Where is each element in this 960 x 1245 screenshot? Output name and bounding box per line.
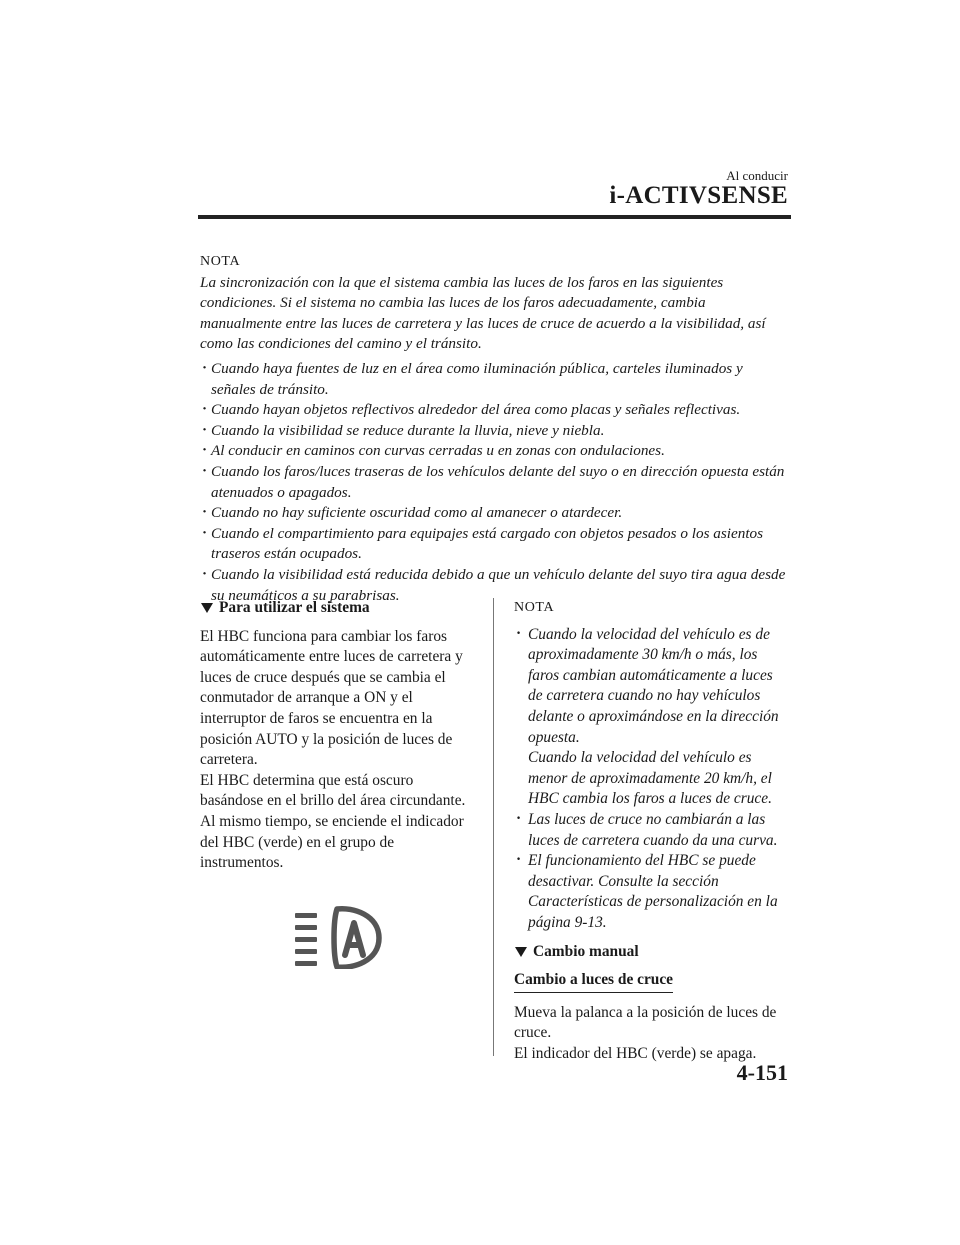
page-title: i-ACTIVSENSE — [609, 182, 788, 209]
note-list — [200, 359, 790, 606]
list-item — [514, 625, 790, 810]
note-label: NOTA — [514, 600, 555, 615]
note-list — [514, 625, 790, 934]
body-paragraph: El indicador del HBC (verde) se apaga. — [514, 1044, 757, 1062]
list-item: · Cuando los faros/luces traseras de los vehículos delante del suyo o en dirección opuesta están atenuados o apagados. — [200, 462, 790, 503]
list-item-text: Cuando la velocidad del vehículo es de aproximadamente 30 km/h o más, los faros cambian automáticamente a luces de carretera cuando no hay vehículos delante o aproximándose en la dirección opuesta. — [528, 625, 779, 746]
header-section-label: Al conducir — [726, 168, 788, 183]
list-item: · Las luces de cruce no cambiarán a las luces de carretera cuando da una curva. — [514, 810, 790, 851]
body-paragraph: El HBC determina que está oscuro basándose en el brillo del área circundante. Al mismo tiempo, se enciende el indicador del HBC (verde) en el grupo de instrumentos. — [200, 771, 466, 872]
note-right — [514, 598, 790, 934]
note-top — [200, 252, 790, 606]
body-paragraph: El HBC funciona para cambiar los faros automáticamente entre luces de carretera y luces de cruce después que se cambia el conmutador de arranque a ON y el interruptor de faros se encuentra en la posición AUTO y la posición de luces de carretera. — [200, 627, 463, 769]
triangle-down-icon — [515, 947, 527, 957]
list-item: · Cuando el compartimiento para equipajes está cargado con objetos pesados o los asientos traseros están ocupados. — [200, 524, 790, 565]
list-item: · El funcionamiento del HBC se puede desactivar. Consulte la sección Características de personalización en la página 9-13. — [514, 851, 790, 933]
section-heading-text: Para utilizar el sistema — [219, 599, 370, 616]
list-item: · Al conducir en caminos con curvas cerradas u en zonas con ondulaciones. — [200, 441, 790, 462]
section-heading — [514, 942, 790, 963]
left-column — [200, 598, 472, 874]
note-label: NOTA — [200, 254, 241, 269]
header-divider — [198, 215, 791, 219]
list-item: · Cuando la visibilidad está reducida debido a que un vehículo delante del suyo tira agua desde su neumáticos a su parabrisas. — [200, 565, 790, 606]
list-item: · Cuando hayan objetos reflectivos alrededor del área como placas y señales reflectivas. — [200, 400, 790, 421]
list-item: · Cuando no hay suficiente oscuridad como al amanecer o atardecer. — [200, 503, 790, 524]
list-item: · Cuando haya fuentes de luz en el área como iluminación pública, carteles iluminados y señales de tránsito. — [200, 359, 790, 400]
triangle-down-icon — [201, 603, 213, 613]
hbc-indicator-icon — [293, 905, 383, 969]
list-item-text-extra: Cuando la velocidad del vehículo es menor de aproximadamente 20 km/h, el HBC cambia los faros a luces de cruce. — [528, 749, 772, 808]
page-number: 4-151 — [736, 1060, 788, 1085]
right-column — [514, 598, 790, 1064]
list-item: · Cuando la visibilidad se reduce durante la lluvia, nieve y niebla. — [200, 421, 790, 442]
column-divider — [493, 598, 494, 1056]
body-paragraph: Mueva la palanca a la posición de luces de cruce. — [514, 1003, 777, 1042]
sub-heading: Cambio a luces de cruce — [514, 970, 673, 993]
section-heading — [200, 598, 472, 619]
note-intro: La sincronización con la que el sistema cambia las luces de los faros en las siguientes condiciones. Si el sistema no cambia las luces de los faros adecuadamente, cambia manualmente entre las luces de carretera y las luces de cruce de acuerdo a la visibilidad, así como las condiciones del camino y el tránsito. — [200, 273, 766, 353]
section-heading-text: Cambio manual — [533, 942, 639, 960]
